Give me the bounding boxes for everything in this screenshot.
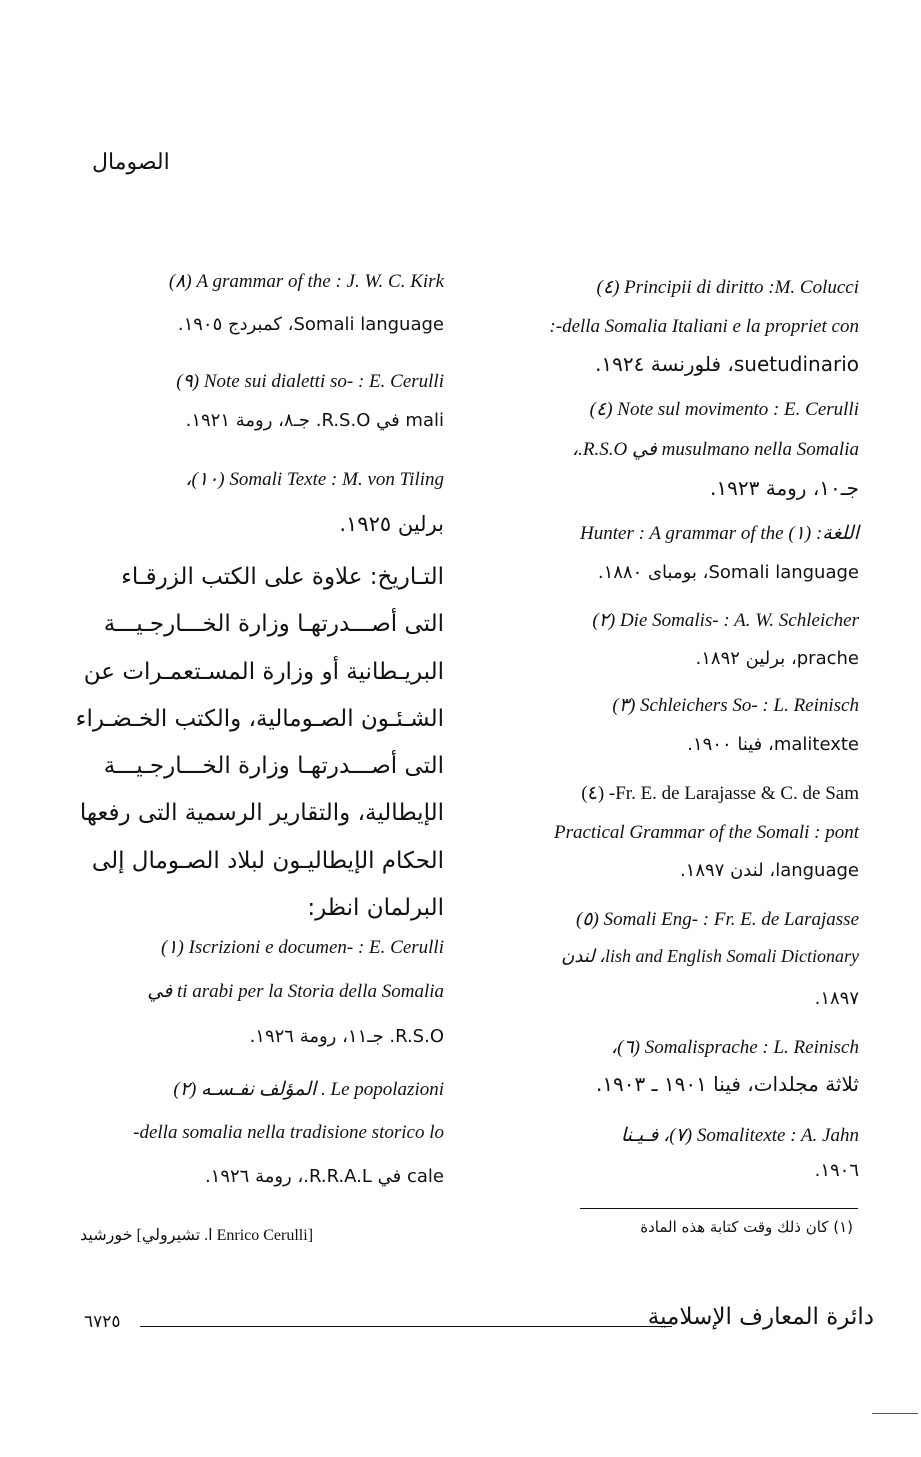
- bib-line: Schleichers So- : L. Reinisch (٣): [612, 695, 859, 716]
- text-line: الشـئـون الصـومالية، والكتب الخـضـراء: [75, 706, 444, 732]
- bib-line: prache، برلين ١٨٩٢.: [695, 648, 859, 669]
- bib-line: ti arabi per la Storia della Somalia في: [147, 981, 444, 1002]
- author-signature: خورشيد [ا. تشيرولي Enrico Cerulli]: [80, 1227, 314, 1244]
- page-number: ٦٧٢٥: [84, 1312, 121, 1332]
- bib-line: malitexte، فينا ١٩٠٠.: [687, 734, 859, 755]
- text-line: التـاريخ: علاوة على الكتب الزرقـاء: [121, 564, 444, 590]
- text-line: التى أصـــدرتهـا وزارة الخـــارجـيـــة: [103, 611, 444, 637]
- bib-line: Note sul movimento : E. Cerulli (٤): [589, 399, 859, 420]
- text-line: الحكام الإيطاليـون لبلاد الصـومال إلى: [91, 848, 444, 874]
- bib-line: اللغة: (١) Hunter : A grammar of the: [580, 523, 859, 544]
- bib-line: lish and English Somali Dictionary، لندن: [561, 946, 859, 966]
- bib-line: language، لندن ١٨٩٧.: [679, 860, 859, 881]
- bib-line: cale في R.R.A.L.، رومة ١٩٢٦.: [204, 1166, 444, 1187]
- bib-line: A grammar of the : J. W. C. Kirk (٨): [168, 271, 444, 292]
- footer-divider: [140, 1326, 672, 1327]
- bib-line: Principii di diritto :M. Colucci (٤): [596, 277, 859, 298]
- scan-mark: [872, 1413, 918, 1414]
- bib-line: della Somalia Italiani e la propriet con-:: [549, 316, 859, 337]
- bib-line: Somalisprache : L. Reinisch (٦)،: [610, 1037, 859, 1058]
- bib-line: mali في R.S.O. جـ٨، رومة ١٩٢١.: [185, 410, 444, 431]
- page-title: الصومال: [92, 150, 170, 175]
- bib-line: Practical Grammar of the Somali : pont: [553, 822, 859, 843]
- footnote-divider: [580, 1208, 858, 1209]
- text-line: البرلمان انظر:: [307, 895, 444, 921]
- text-line: الإيطالية، والتقارير الرسمية التى رفعها: [79, 800, 444, 826]
- bib-line: ١٨٩٧.: [814, 988, 859, 1009]
- bib-line: جـ١٠، رومة ١٩٢٣.: [710, 476, 859, 500]
- bib-line: ثلاثة مجلدات، فينا ١٩٠١ ـ ١٩٠٣.: [595, 1072, 859, 1096]
- bib-line: Iscrizioni e documen- : E. Cerulli (١): [160, 937, 444, 958]
- bib-line: Somali Texte : M. von Tiling (١٠)،: [185, 469, 444, 490]
- text-line: البريـطانية أو وزارة المسـتعمـرات عن: [83, 659, 444, 685]
- bib-line: suetudinario، فلورنسة ١٩٢٤.: [595, 352, 859, 376]
- bib-line: musulmano nella Somalia في R.S.O.،: [571, 439, 859, 460]
- bib-line: Somalitexte : A. Jahn (٧)، فـيـنا: [620, 1125, 859, 1146]
- bib-line: Note sui dialetti so- : E. Cerulli (٩): [176, 371, 444, 392]
- bib-line: برلين ١٩٢٥.: [339, 512, 444, 536]
- encyclopedia-name: دائرة المعارف الإسلامية: [647, 1304, 874, 1330]
- bib-line: Somali language، كمبردج ١٩٠٥.: [177, 314, 444, 335]
- bib-line: Die Somalis- : A. W. Schleicher (٢): [592, 610, 859, 631]
- bib-line: Fr. E. de Larajasse & C. de Sam- (٤): [581, 783, 859, 804]
- bib-line: ١٩٠٦.: [814, 1160, 859, 1181]
- bib-line: Somali language، بومباى ١٨٨٠.: [597, 562, 859, 583]
- bib-line: Somali Eng- : Fr. E. de Larajasse (٥): [575, 909, 859, 930]
- text-line: التى أصـــدرتهـا وزارة الخـــارجـيـــة: [103, 753, 444, 779]
- bib-line: della somalia nella tradisione storico lo-: [133, 1122, 444, 1143]
- footnote: (١) كان ذلك وقت كتابة هذه المادة: [640, 1218, 853, 1236]
- bib-line: R.S.O. جـ١١، رومة ١٩٢٦.: [249, 1026, 444, 1047]
- bib-line: Le popolazioni . المؤلف نفـسـه (٢): [173, 1079, 444, 1100]
